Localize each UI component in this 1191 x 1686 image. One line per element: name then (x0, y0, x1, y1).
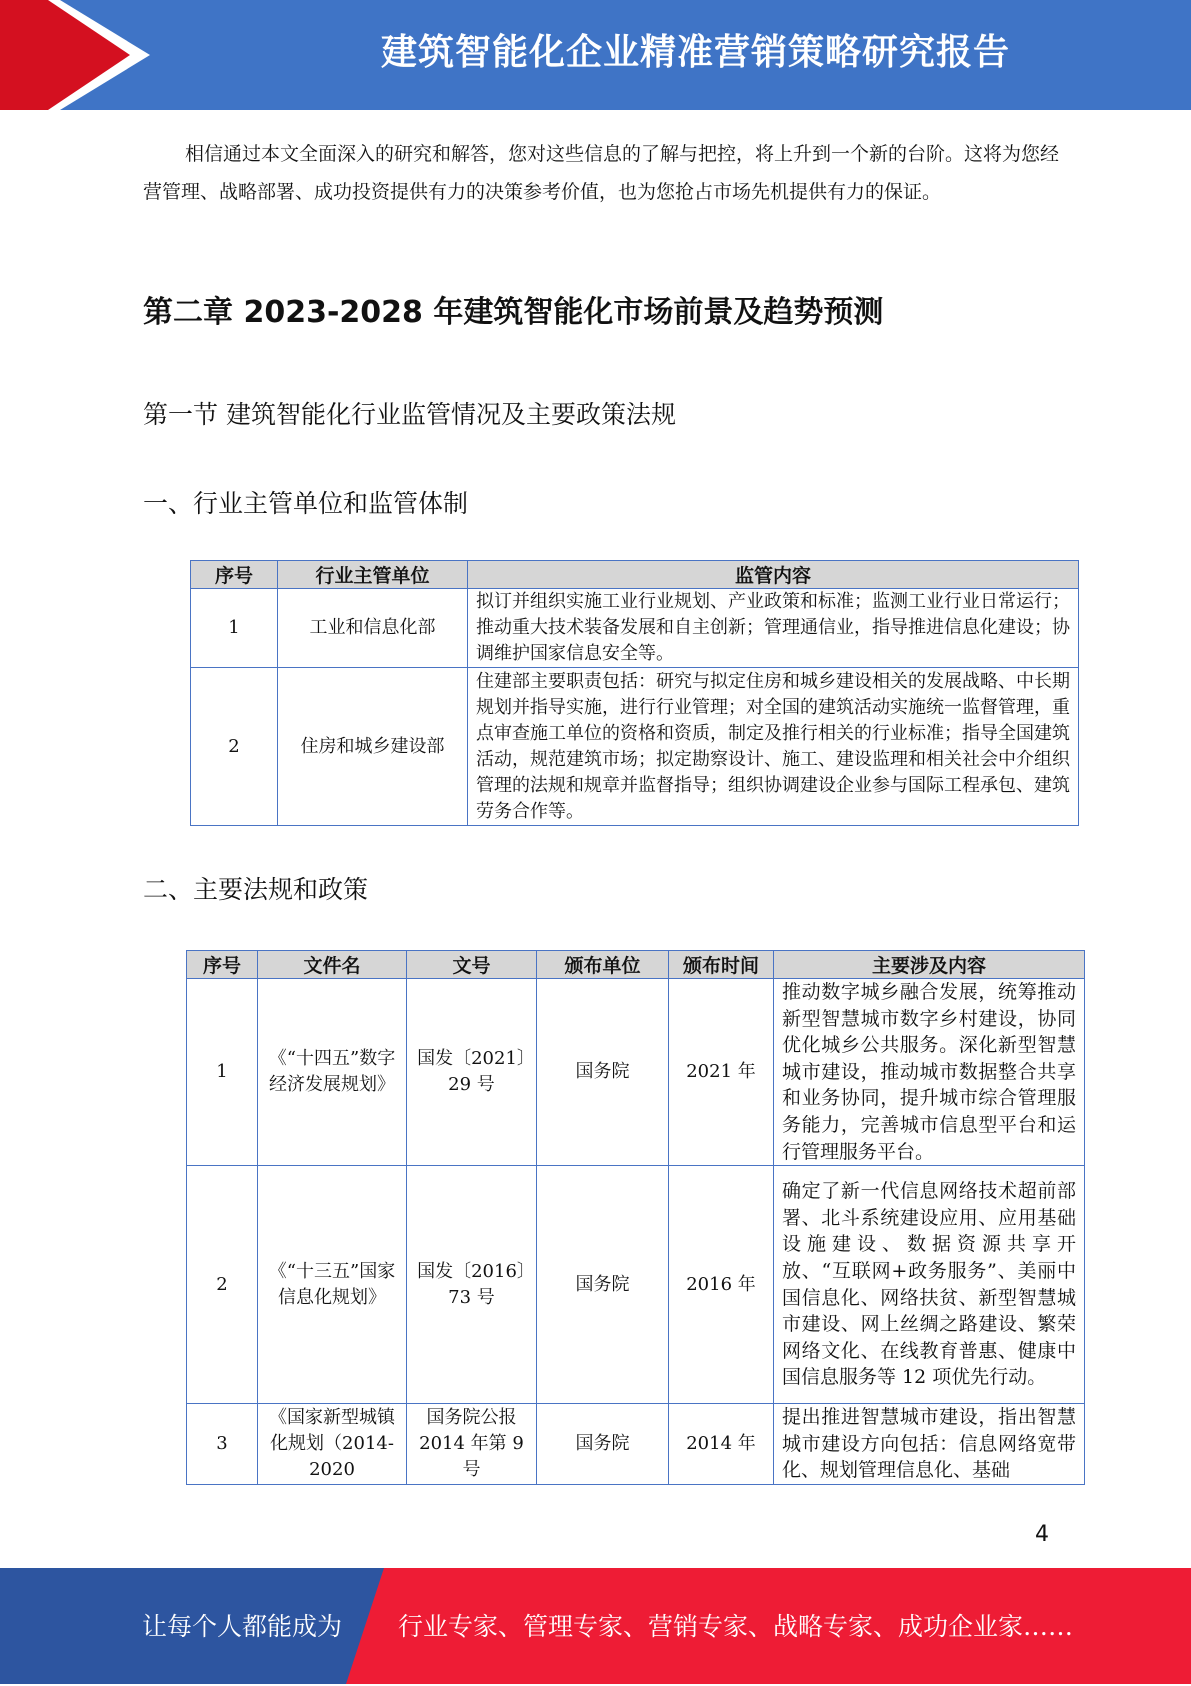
cell-date: 2016 年 (669, 1166, 774, 1404)
chapter-title: 第二章 2023-2028 年建筑智能化市场前景及趋势预测 (143, 295, 884, 330)
cell-index: 1 (191, 589, 278, 668)
col-header-doc-number: 文号 (407, 951, 537, 979)
page-number: 4 (1035, 1522, 1049, 1547)
cell-index: 2 (191, 668, 278, 826)
footer-slogan-right: 行业专家、管理专家、营销专家、战略专家、成功企业家…… (398, 1612, 1074, 1641)
cell-content: 住建部主要职责包括：研究与拟定住房和城乡建设相关的发展战略、中长期规划并指导实施，进行行业管理；对全国的建筑活动实施统一监督管理，重点审查施工单位的资格和资质，制定及推行相关的行业标准；指导全国建筑活动，规范建筑市场；拟定勘察设计、施工、建设监理和相关社会中介组织管理的法规和规章并监督指导；组织协调建设企业参与国际工程承包、建筑劳务合作等。 (468, 668, 1079, 826)
cell-document: 《“十三五”国家信息化规划》 (258, 1166, 407, 1404)
cell-content: 推动数字城乡融合发展，统筹推动新型智慧城市数字乡村建设，协同优化城乡公共服务。深化新型智慧城市建设，推动城市数据整合共享和业务协同，提升城市综合管理服务能力，完善城市信息型平台和运行管理服务平台。 (774, 979, 1085, 1166)
cell-authority: 住房和城乡建设部 (278, 668, 468, 826)
subsection-title-1: 一、行业主管单位和监管体制 (143, 489, 469, 518)
report-title: 建筑智能化企业精准营销策略研究报告 (380, 32, 1010, 73)
col-header-content: 主要涉及内容 (774, 951, 1085, 979)
table-row (187, 979, 1085, 1166)
cell-authority: 工业和信息化部 (278, 589, 468, 668)
table-header-row (187, 951, 1085, 979)
col-header-index: 序号 (187, 951, 258, 979)
cell-date: 2021 年 (669, 979, 774, 1166)
intro-paragraph: 相信通过本文全面深入的研究和解答，您对这些信息的了解与把控，将上升到一个新的台阶。这将为您经营管理、战略部署、成功投资提供有力的决策参考价值，也为您抢占市场先机提供有力的保证。 (143, 143, 1060, 203)
subsection-title-2: 二、主要法规和政策 (143, 875, 369, 904)
table-row (191, 668, 1079, 826)
table-header-row (191, 561, 1079, 589)
cell-document: 《“十四五”数字经济发展规划》 (258, 979, 407, 1166)
footer-slogan-left: 让每个人都能成为 (142, 1612, 343, 1641)
col-header-authority: 行业主管单位 (278, 561, 468, 589)
cell-doc-number: 国发〔2021〕29 号 (407, 979, 537, 1166)
cell-index: 2 (187, 1166, 258, 1404)
table-row (187, 1166, 1085, 1404)
cell-content: 拟订并组织实施工业行业规划、产业政策和标准；监测工业行业日常运行；推动重大技术装备发展和自主创新；管理通信业，指导推进信息化建设；协调维护国家信息安全等。 (468, 589, 1079, 668)
cell-doc-number: 国发〔2016〕73 号 (407, 1166, 537, 1404)
cell-document: 《国家新型城镇化规划（2014-2020 (258, 1404, 407, 1485)
policy-table (186, 950, 1085, 1485)
table-row (191, 589, 1079, 668)
col-header-date: 颁布时间 (669, 951, 774, 979)
regulator-table (190, 560, 1079, 826)
col-header-content: 监管内容 (468, 561, 1079, 589)
cell-content: 确定了新一代信息网络技术超前部署、北斗系统建设应用、应用基础设施建设、数据资源共享开放、“互联网+政务服务”、美丽中国信息化、网络扶贫、新型智慧城市建设、网上丝绸之路建设、繁荣网络文化、在线教育普惠、健康中国信息服务等 12 项优先行动。 (774, 1166, 1085, 1404)
table-row (187, 1404, 1085, 1485)
red-arrow-decoration (0, 0, 150, 110)
cell-issuer: 国务院 (537, 979, 669, 1166)
col-header-index: 序号 (191, 561, 278, 589)
cell-content: 提出推进智慧城市建设，指出智慧城市建设方向包括：信息网络宽带化、规划管理信息化、基础 (774, 1404, 1085, 1485)
cell-index: 1 (187, 979, 258, 1166)
cell-issuer: 国务院 (537, 1404, 669, 1485)
cell-issuer: 国务院 (537, 1166, 669, 1404)
cell-doc-number: 国务院公报 2014 年第 9 号 (407, 1404, 537, 1485)
section-title: 第一节 建筑智能化行业监管情况及主要政策法规 (143, 400, 676, 429)
footer-banner (0, 1568, 1191, 1684)
cell-index: 3 (187, 1404, 258, 1485)
col-header-issuer: 颁布单位 (537, 951, 669, 979)
header-banner (0, 0, 1191, 110)
cell-date: 2014 年 (669, 1404, 774, 1485)
col-header-document: 文件名 (258, 951, 407, 979)
